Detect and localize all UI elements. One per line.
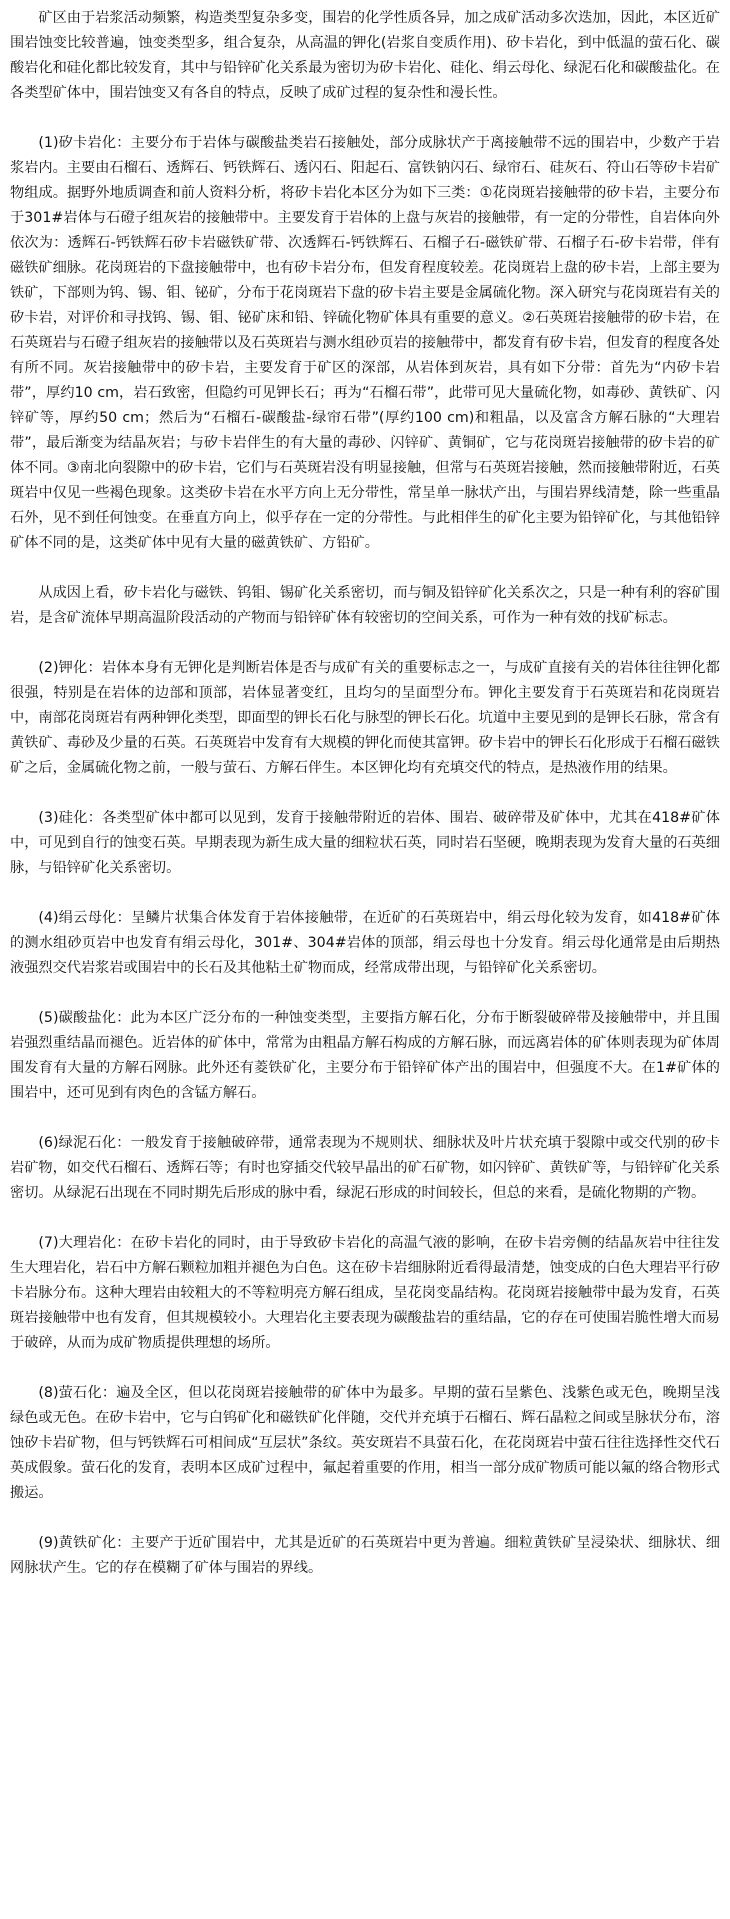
paragraph-fluoritization: (8)萤石化：遍及全区，但以花岗斑岩接触带的矿体中为最多。早期的萤石呈紫色、浅紫色或无色，晚期呈浅绿色或无色。在矽卡岩中，它与白钨矿化和磁铁矿化伴随，交代并充填于石榴石、辉石晶粒之间或呈脉状分布，溶蚀矽卡岩矿物，但与钙铁辉石可相间成“互层状”条纹。英安斑岩不具萤石化，在花岗斑岩中萤石往往选择性交代石英成假象。萤石化的发育，表明本区成矿过程中，氟起着重要的作用，相当一部分成矿物质可能以氟的络合物形式搬运。 (10, 1385, 720, 1501)
paragraph-genesis: 从成因上看，矽卡岩化与磁铁、钨钼、锡矿化关系密切，而与铜及铅锌矿化关系次之，只是一种有利的容矿围岩，是含矿流体早期高温阶段活动的产物而与铅锌矿体有较密切的空间关系，可作为一种有效的找矿标志。 (10, 585, 720, 626)
paragraph-gap (10, 556, 720, 581)
paragraph-chloritization: (6)绿泥石化：一般发育于接触破碎带，通常表现为不规则状、细脉状及叶片状充填于裂隙中或交代别的矽卡岩矿物，如交代石榴石、透辉石等；有时也穿插交代较早晶出的矿石矿物，如闪锌矿、黄铁矿等，与铅锌矿化关系密切。从绿泥石出现在不同时期先后形成的脉中看，绿泥石形成的时间较长，但总的来看，是硫化物期的产物。 (10, 1135, 720, 1201)
paragraph-marbleization: (7)大理岩化：在矽卡岩化的同时，由于导致矽卡岩化的高温气液的影响，在矽卡岩旁侧的结晶灰岩中往往发生大理岩化，岩石中方解石颗粒加粗并褪色为白色。这在矽卡岩细脉附近看得最清楚，蚀变成的白色大理岩平行矽卡岩脉分布。这种大理岩由较粗大的不等粒明亮方解石组成，呈花岗变晶结构。花岗斑岩接触带中最为发育，石英斑岩接触带中也有发育，但其规模较小。大理岩化主要表现为碳酸盐岩的重结晶，它的存在可使围岩脆性增大而易于破碎，从而为成矿物质提供理想的场所。 (10, 1235, 720, 1351)
paragraph-gap (10, 1506, 720, 1531)
paragraph-gap (10, 781, 720, 806)
paragraph-intro: 矿区由于岩浆活动频繁，构造类型复杂多变，围岩的化学性质各异，加之成矿活动多次迭加，因此，本区近矿围岩蚀变比较普遍，蚀变类型多，组合复杂，从高温的钾化(岩浆自变质作用)、矽卡岩化，到中低温的萤石化、碳酸岩化和硅化都比较发育，其中与铅锌矿化关系最为密切为矽卡岩化、硅化、绢云母化、绿泥石化和碳酸盐化。在各类型矿体中，围岩蚀变又有各自的特点，反映了成矿过程的复杂性和漫长性。 (10, 10, 720, 101)
paragraph-pyritization: (9)黄铁矿化：主要产于近矿围岩中，尤其是近矿的石英斑岩中更为普遍。细粒黄铁矿呈浸染状、细脉状、细网脉状产生。它的存在模糊了矿体与围岩的界线。 (10, 1535, 720, 1576)
paragraph-gap (10, 106, 720, 131)
paragraph-gap (10, 1106, 720, 1131)
paragraph-gap (10, 981, 720, 1006)
paragraph-gap (10, 881, 720, 906)
paragraph-silicification: (3)硅化：各类型矿体中都可以见到，发育于接触带附近的岩体、围岩、破碎带及矿体中，尤其在418#矿体中，可见到自行的蚀变石英。早期表现为新生成大量的细粒状石英，同时岩石坚硬，晚期表现为发育大量的石英细脉，与铅锌矿化关系密切。 (10, 810, 720, 876)
paragraph-skarn: (1)矽卡岩化：主要分布于岩体与碳酸盐类岩石接触处，部分成脉状产于离接触带不远的围岩中，少数产于岩浆岩内。主要由石榴石、透辉石、钙铁辉石、透闪石、阳起石、富铁钠闪石、绿帘石、硅灰石、符山石等矽卡岩矿物组成。据野外地质调查和前人资料分析，将矽卡岩化本区分为如下三类：①花岗斑岩接触带的矽卡岩，主要分布于301#岩体与石磴子组灰岩的接触带中。主要发育于岩体的上盘与灰岩的接触带，有一定的分带性，自岩体向外依次为：透辉石-钙铁辉石矽卡岩磁铁矿带、次透辉石-钙铁辉石、石榴子石-磁铁矿带、石榴子石-矽卡岩带，伴有磁铁矿细脉。花岗斑岩的下盘接触带中，也有矽卡岩分布，但发育程度较差。花岗斑岩上盘的矽卡岩，上部主要为铁矿，下部则为钨、锡、钼、铋矿，分布于花岗斑岩下盘的矽卡岩主要是金属硫化物。深入研究与花岗斑岩有关的矽卡岩，对评价和寻找钨、锡、钼、铋矿床和铅、锌硫化物矿体具有重要的意义。②石英斑岩接触带的矽卡岩，在石英斑岩与石磴子组灰岩的接触带以及石英斑岩与测水组砂页岩的接触带中，都发育有矽卡岩，但发育的程度各处有所不同。灰岩接触带中的矽卡岩，主要发育于矿区的深部，从岩体到灰岩，具有如下分带：首先为“内矽卡岩带”，厚约10 cm，岩石致密，但隐约可见钾长石；再为“石榴石带”，此带可见大量硫化物，如毒砂、黄铁矿、闪锌矿等，厚约50 cm；然后为“石榴石-碳酸盐-绿帘石带”(厚约100 cm)和粗晶，以及富含方解石脉的“大理岩带”，最后渐变为结晶灰岩；与矽卡岩伴生的有大量的毒砂、闪锌矿、黄铜矿，它与花岗斑岩接触带的矽卡岩的矿体不同。③南北向裂隙中的矽卡岩，它们与石英斑岩没有明显接触，但常与石英斑岩接触，然而接触带附近，石英斑岩中仅见一些褐色现象。这类矽卡岩在水平方向上无分带性，常呈单一脉状产出，与围岩界线清楚，除一些重晶石外，见不到任何蚀变。在垂直方向上，似乎存在一定的分带性。与此相伴生的矿化主要为铅锌矿化，与其他铅锌矿体不同的是，这类矿体中见有大量的磁黄铁矿、方铅矿。 (10, 135, 720, 551)
paragraph-gap (10, 631, 720, 656)
paragraph-sericitization: (4)绢云母化：呈鳞片状集合体发育于岩体接触带，在近矿的石英斑岩中，绢云母化较为发育，如418#矿体的测水组砂页岩中也发育有绢云母化，301#、304#岩体的顶部，绢云母也十分发育。绢云母化通常是由后期热液强烈交代岩浆岩或围岩中的长石及其他粘土矿物而成，经常成带出现，与铅锌矿化关系密切。 (10, 910, 720, 976)
paragraph-carbonatization: (5)碳酸盐化：此为本区广泛分布的一种蚀变类型，主要指方解石化，分布于断裂破碎带及接触带中，并且围岩强烈重结晶而褪色。近岩体的矿体中，常常为由粗晶方解石构成的方解石脉，而远离岩体的矿体则表现为矿体周围发育有大量的方解石网脉。此外还有菱铁矿化，主要分布于铅锌矿体产出的围岩中，但强度不大。在1#矿体的围岩中，还可见到有肉色的含锰方解石。 (10, 1010, 720, 1101)
paragraph-gap (10, 1356, 720, 1381)
paragraph-potassic: (2)钾化：岩体本身有无钾化是判断岩体是否与成矿有关的重要标志之一，与成矿直接有关的岩体往往钾化都很强，特别是在岩体的边部和顶部，岩体显著变红，且均匀的呈面型分布。钾化主要发育于石英斑岩和花岗斑岩中，南部花岗斑岩有两种钾化类型，即面型的钾长石化与脉型的钾长石化。坑道中主要见到的是钾长石脉，常含有黄铁矿、毒砂及少量的石英。石英斑岩中发育有大规模的钾化而使其富钾。矽卡岩中的钾长石化形成于石榴石磁铁矿之后，金属硫化物之前，一般与萤石、方解石伴生。本区钾化均有充填交代的特点，是热液作用的结果。 (10, 660, 720, 776)
paragraph-gap (10, 1206, 720, 1231)
